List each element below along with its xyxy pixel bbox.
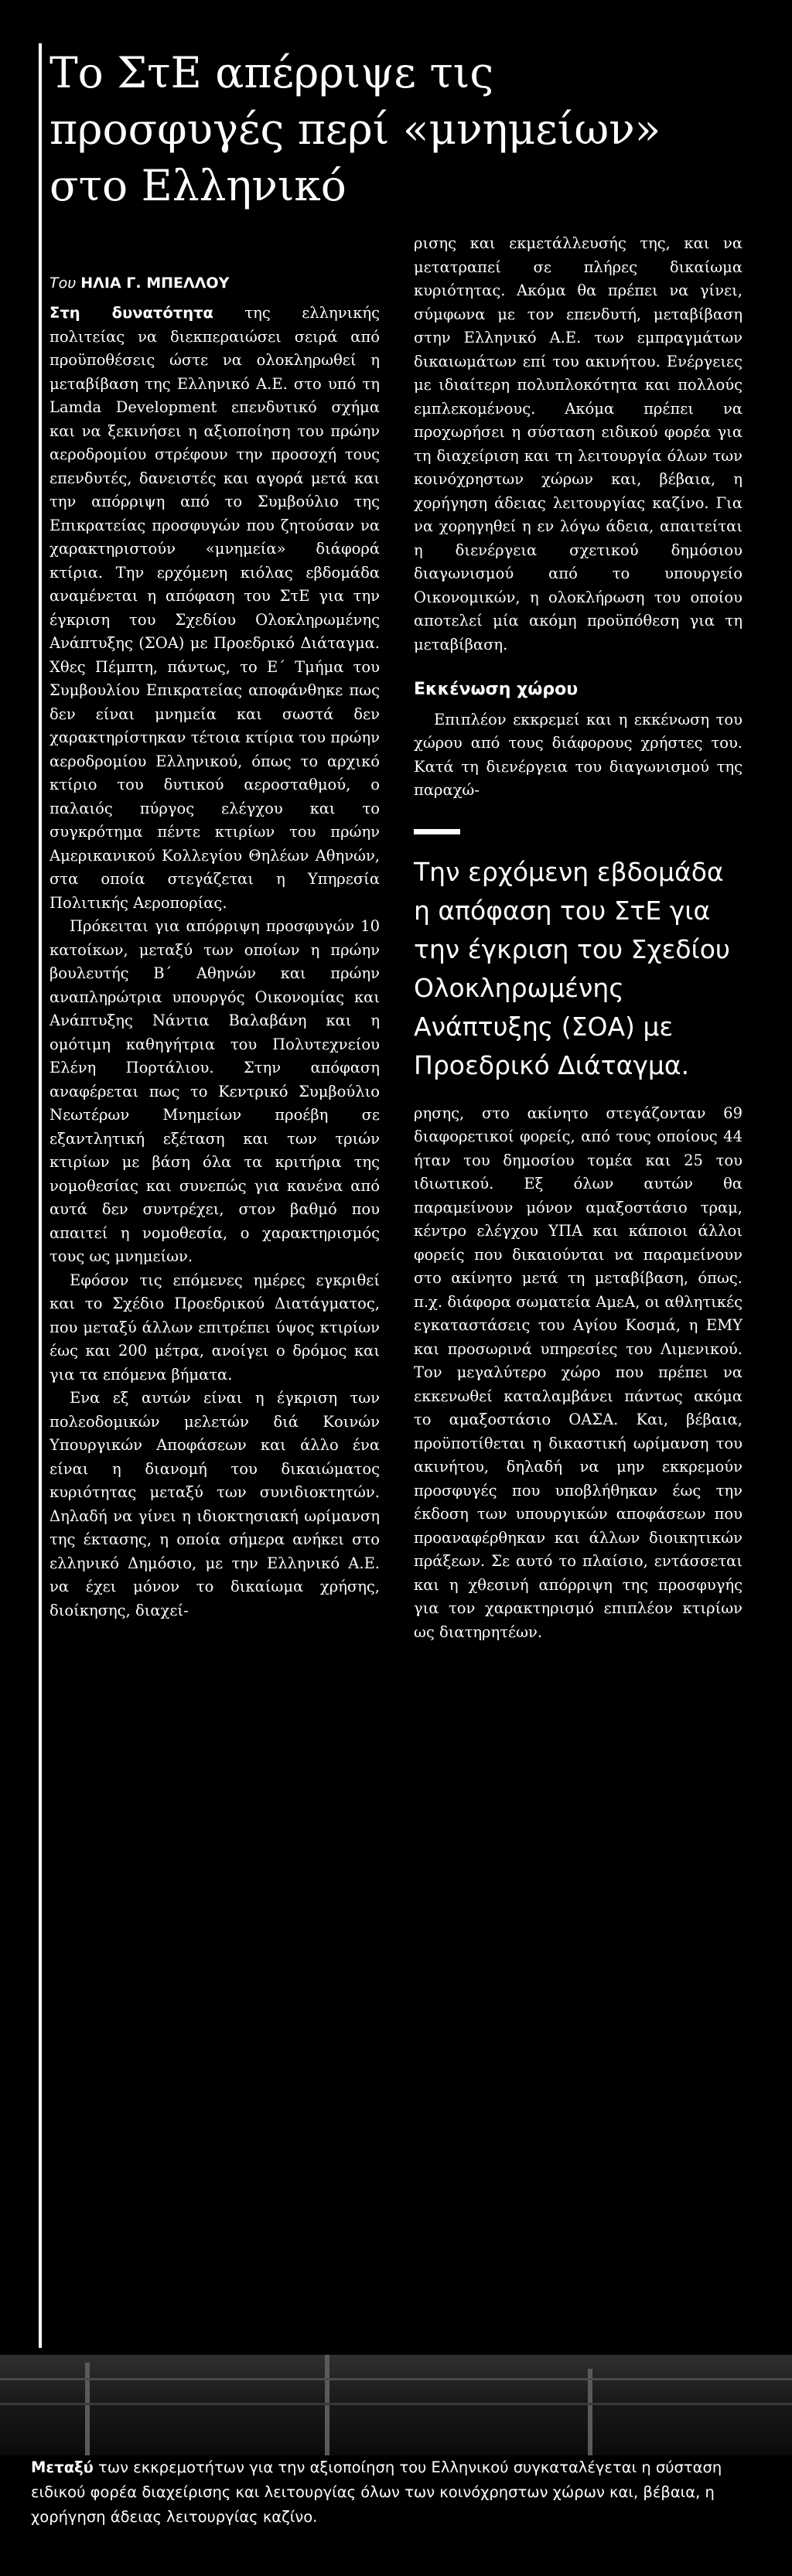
paragraph [50,302,380,915]
byline [50,275,390,292]
byline-author: ΗΛΙΑ Γ. ΜΠΕΛΛΟΥ [80,275,230,292]
byline-prefix: Του [50,275,77,292]
pullquote: Την ερχόμενη εβδομάδα η απόφαση του ΣτΕ για την έγκριση του Σχεδίου Ολοκληρωμένης Ανάπτυξης (ΣΟΑ) με Προεδρικό Διάταγμα. [414,856,730,1080]
left-vertical-rule [39,43,42,2348]
article-column-left [50,302,380,1622]
article-title: Το ΣτΕ απέρριψε τις προσφυγές περί «μνημείων» στο Ελληνικό [50,48,661,210]
paragraph: Εφόσον τις επόμενες ημέρες εγκριθεί και το Σχέδιο Προεδρικού Διατάγματος, που μεταξύ άλλων επιτρέπει ύψος κτιρίων έως και 200 μέτρα, ανοίγει ο δρόμος και για τα επόμενα βήματα. [50,1271,380,1384]
paragraph-text: της ελληνικής πολιτείας να διεκπεραιώσει σειρά από προϋποθέσεις ώστε να ολοκληρωθεί η μεταβίβαση της Ελληνικό Α.Ε. στο υπό τη Lamda Development επενδυτικό σχήμα και να ξεκινήσει η αξιοποίηση του πρώην αεροδρομίου στρέφουν την προσοχή τους επενδυτές, δανειστές και αγορά μετά και την απόρριψη από το Συμβούλιο της Επικρατείας προσφυγών που ζητούσαν να χαρακτηριστούν «μνημεία» διάφορά κτίρια. Την ερχόμενη κιόλας εβδομάδα αναμένεται η απόφαση του ΣτΕ για την έγκριση του Σχεδίου Ολοκληρωμένης Ανάπτυξης (ΣΟΑ) με Προεδρικό Διάταγμα. Χθες Πέμπτη, πάντως, το Ε΄ Τμήμα του Συμβουλίου Επικρατείας αποφάνθηκε πως δεν είναι μνημεία και σωστά δεν χαρακτηρίστηκαν τέτοια κτίρια του πρώην αεροδρομίου Ελληνικού, όπως το αρχικό κτίριο του δυτικού αεροσταθμού, ο παλαιός πύργος ελέγχου και το συγκρότημα πέντε κτιρίων του πρώην Αμερικανικού Κολλεγίου Θηλέων Αθηνών, στα οποία στεγάζεται η Υπηρεσία Πολιτικής Αεροπορίας. [50,304,380,912]
paragraph: Επιπλέον εκκρεμεί και η εκκένωση του χώρου από τους διάφορους χρήστες του. Κατά τη διενέργεια του διαγωνισμού της παραχώ- [414,710,742,799]
paragraph: Πρόκειται για απόρριψη προσφυγών 10 κατοίκων, μεταξύ των οποίων η πρώην βουλευτής Β΄ Αθηνών και πρώην αναπληρώτρια υπουργός Οικονομίας και Ανάπτυξης Νάντια Βαλαβάνη και η ομότιμη καθηγήτρια του Πολυτεχνείου Ελένη Πορτάλιου. Στην απόφαση αναφέρεται πως το Κεντρικό Συμβούλιο Νεωτέρων Μνημείων προέβη σε εξαντλητική εξέταση και των τριών κτιρίων με βάση όλα τα κριτήρια της νομοθεσίας και συνεπώς για κανένα από αυτά δεν συντρέχει, στον βαθμό που απαιτεί η νομοθεσία, ο χαρακτηρισμός τους ως μνημείων. [50,917,380,1265]
paragraph: ρησης, στο ακίνητο στεγάζονταν 69 διαφορετικοί φορείς, από τους οποίους 44 ήταν του δημοσίου τομέα και 25 του ιδιωτικού. Εξ όλων αυτών θα παραμείνουν μόνον αμαξοστάσιο τραμ, κέντρο ελέγχου ΥΠΑ και κάποιοι άλλοι φορείς που δικαιούνται να παραμείνουν στο ακίνητο μετά τη μεταβίβαση, όπως. π.χ. διάφορα σωματεία ΑμεΑ, οι αθλητικές εγκαταστάσεις του Αγίου Κοσμά, η ΕΜΥ και προσωρινά υπηρεσίες του Λιμενικού. Τον μεγαλύτερο χώρο που πρέπει να εκκενωθεί καταλαμβάνει πάντως ακόμα το αμαξοστάσιο ΟΑΣΑ. Και, βέβαια, προϋποτίθεται η δικαστική ωρίμανση του ακινήτου, δηλαδή να μην εκκρεμούν προσφυγές που υποβλήθηκαν έως την έκδοση των υπουργικών αποφάσεων που προαναφέρθηκαν και άλλων διοικητικών πράξεων. Σε αυτό το πλαίσιο, εντάσσεται και η χθεσινή απόρριψη της προσφυγής για τον χαρακτηρισμό επιπλέον κτιρίων ως διατηρητέων. [414,1104,742,1641]
caption-lead-in: Μεταξύ [31,2458,94,2476]
paragraph: ρισης και εκμετάλλευσής της, και να μετατραπεί σε πλήρες δικαίωμα κυριότητας. Ακόμα θα πρέπει να γίνει, σύμφωνα με τον επενδυτή, μεταβίβαση στην Ελληνικό Α.Ε. των εμπραγμάτων δικαιωμάτων επί του ακινήτου. Ενέργειες με ιδιαίτερη πολυπλοκότητα και πολλούς εμπλεκομένους. Ακόμα πρέπει να προχωρήσει η σύσταση ειδικού φορέα για τη διαχείριση και τη λειτουργία όλων των κοινόχρηστων χώρων και, βέβαια, η χορήγηση άδειας λειτουργίας καζίνο. Για να χορηγηθεί η εν λόγω άδεια, απαιτείται η διενέργεια σχετικού δημόσιου διαγωνισμού από το υπουργείο Οικονομικών, η ολοκλήρωση του οποίου αποτελεί μία ακόμη προϋπόθεση για τη μεταβίβαση. [414,234,742,653]
pullquote-bar [414,829,460,834]
caption-text: των εκκρεμοτήτων για την αξιοποίηση του Ελληνικού συγκαταλέγεται η σύσταση ειδικού φορέα διαχείρισης και λειτουργίας όλων των κοινόχρηστων χώρων και, βέβαια, η χορήγηση άδειας λειτουργίας καζίνο. [31,2458,722,2526]
lead-in: Στη δυνατότητα [50,304,213,322]
paragraph: Ενα εξ αυτών είναι η έγκριση των πολεοδομικών μελετών διά Κοινών Υπουργικών Αποφάσεων και άλλο ένα είναι η διανομή του δικαιώματος κυριότητας μεταξύ των συνιδιοκτητών. Δηλαδή να γίνει η ιδιοκτησιακή ωρίμανση της έκτασης, η οποία σήμερα ανήκει στο ελληνικό Δημόσιο, με την Ελληνικό Α.Ε. να έχει μόνον το δικαίωμα χρήσης, διοίκησης, διαχεί- [50,1389,380,1619]
section-subhead: Εκκένωση χώρου [414,680,579,699]
article-column-right [414,232,742,1644]
article-photo [0,2355,792,2455]
photo-caption [31,2455,764,2530]
